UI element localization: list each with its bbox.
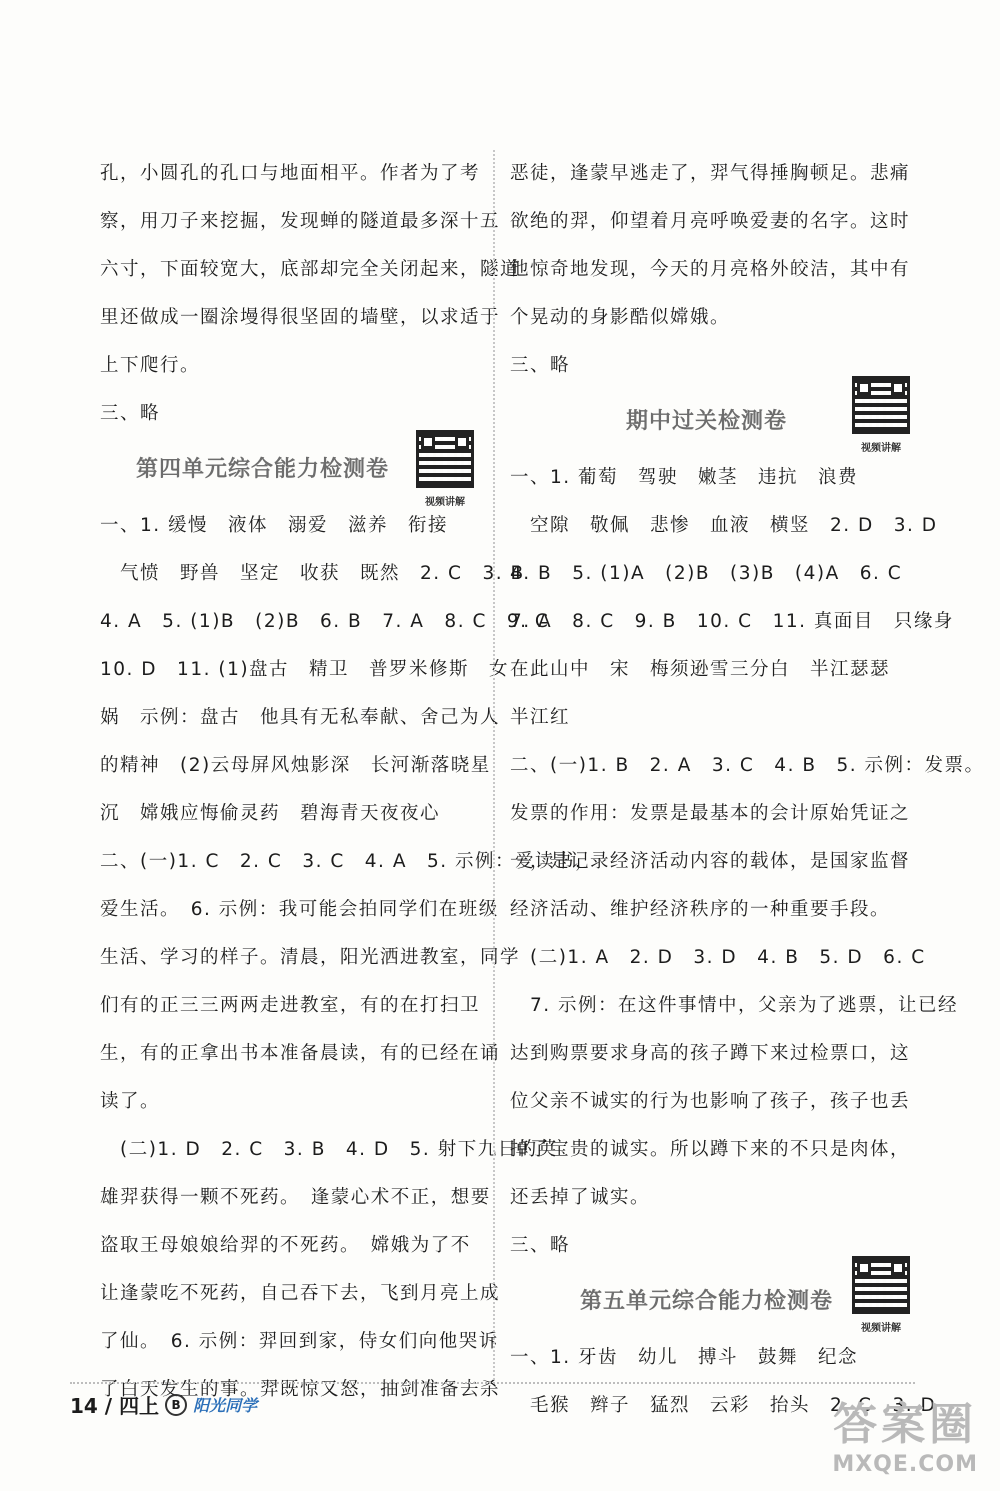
section-title-unit4: 第四单元综合能力检测卷 [136,457,390,482]
answer-line: 气愤 野兽 坚定 收获 既然 2. C 3. B [100,563,525,584]
answer-line: 半江红 [510,707,571,728]
answer-line: 7. 示例：在这件事情中，父亲为了逃票，让已经 [510,995,959,1016]
qr-code-icon[interactable] [852,376,910,434]
answer-line: 经济活动、维护经济秩序的一种重要手段。 [510,899,891,920]
answer-line: 的精神 (2)云母屏风烛影深 长河渐落晓星 [100,755,491,776]
answer-line: 空隙 敬佩 悲惨 血液 横竖 2. D 3. D [510,515,938,536]
answer-line: 里还做成一圈涂墁得很坚固的墙壁，以求适于 [100,307,501,328]
answer-line: 一、1. 牙齿 幼儿 搏斗 鼓舞 纪念 [510,1347,859,1368]
answer-line: 7. A 8. C 9. B 10. C 11. 真面目 只缘身 [510,611,954,632]
answer-line: 在此山中 宋 梅须逊雪三分白 半江瑟瑟 [510,659,891,680]
qr-code-icon[interactable] [416,430,474,488]
answer-line: 位父亲不诚实的行为也影响了孩子，孩子也丢 [510,1091,911,1112]
section-title-midterm: 期中过关检测卷 [626,409,788,434]
answer-line: 掉了宝贵的诚实。所以蹲下来的不只是肉体， [510,1139,911,1160]
answer-line: (二)1. D 2. C 3. B 4. D 5. 射下九日的英 [100,1139,558,1160]
page-footer [70,1390,257,1419]
unit4-heading [100,438,480,508]
answer-line: 六寸，下面较宽大，底部却完全关闭起来，隧道 [100,259,521,280]
brand-logo: 阳光同学 [193,1396,258,1415]
answer-line: 达到购票要求身高的孩子蹲下来过检票口，这 [510,1043,911,1064]
answer-line: 孔，小圆孔的孔口与地面相平。作者为了考 [100,163,481,184]
watermark-logo: 答案圈 [833,1399,978,1450]
answer-line: 4. A 5. (1)B (2)B 6. B 7. A 8. C 9. C [100,611,550,632]
watermark [832,1388,978,1477]
qr-code-icon[interactable] [852,1256,910,1314]
answer-line: 爱生活。 6. 示例：我可能会拍同学们在班级 [100,899,499,920]
left-top-text [100,150,521,438]
answer-line: 欲绝的羿，仰望着月亮呼唤爱妻的名字。这时 [510,211,911,232]
answer-line: 三、略 [510,355,571,376]
watermark-url: MXQE.COM [832,1452,978,1477]
answer-line: 们有的正三三两两走进教室，有的在打扫卫 [100,995,481,1016]
answer-line: 三、略 [510,1235,571,1256]
answer-line: 二、(一)1. B 2. A 3. C 4. B 5. 示例：发票。 [510,755,985,776]
answer-line: 恶徒，逢蒙早逃走了，羿气得捶胸顿足。悲痛 [510,163,911,184]
answer-line: (二)1. A 2. D 3. D 4. B 5. D 6. C [510,947,926,968]
qr-caption: 视频讲解 [425,497,465,508]
footer-rule [70,1382,915,1384]
answer-line: 毛猴 辫子 猛烈 云彩 抬头 2. C 3. D [510,1395,937,1416]
answer-line: 三、略 [100,403,161,424]
answer-line: 了白天发生的事。羿既惊又怒，抽剑准备去杀 [100,1379,501,1400]
qr-caption: 视频讲解 [861,1323,901,1334]
answer-line: 一、1. 缓慢 液体 溺爱 滋养 衔接 [100,515,449,536]
answer-line: 生，有的正拿出书本准备晨读，有的已经在诵 [100,1043,501,1064]
answer-line: 一，是记录经济活动内容的载体，是国家监督 [510,851,911,872]
answer-line: 盗取王母娘娘给羿的不死药。 嫦娥为了不 [100,1235,471,1256]
column-divider [493,150,495,1380]
answer-line: 10. D 11. (1)盘古 精卫 普罗米修斯 女 [100,659,510,680]
answer-line: 上下爬行。 [100,355,201,376]
answer-line: 生活、学习的样子。清晨，阳光洒进教室，同学 [100,947,521,968]
right-top-text [510,150,915,390]
right-middle-text [510,454,985,1270]
answer-line: 了仙。 6. 示例：羿回到家，侍女们向他哭诉 [100,1331,499,1352]
answer-line: 他惊奇地发现，今天的月亮格外皎洁，其中有 [510,259,911,280]
answer-line: 个晃动的身影酷似嫦娥。 [510,307,731,328]
answer-line: 读了。 [100,1091,161,1112]
page-number: 14 / 四上 [70,1394,160,1418]
section-title-unit5: 第五单元综合能力检测卷 [580,1289,834,1314]
answer-line: 察，用刀子来挖掘，发现蝉的隧道最多深十五 [100,211,501,232]
answer-line: 还丢掉了诚实。 [510,1187,651,1208]
answer-line: 娲 示例：盘古 他具有无私奉献、舍己为人 [100,707,501,728]
answer-line: 让逢蒙吃不死药，自己吞下去，飞到月亮上成 [100,1283,501,1304]
midterm-heading [510,390,915,454]
answer-line: 沉 嫦娥应悔偷灵药 碧海青天夜夜心 [100,803,441,824]
answer-line: 一、1. 葡萄 驾驶 嫩茎 违抗 浪费 [510,467,859,488]
qr-caption: 视频讲解 [861,443,901,454]
answer-line: 发票的作用：发票是最基本的会计原始凭证之 [510,803,911,824]
answer-line: 二、(一)1. C 2. C 3. C 4. A 5. 示例：爱读书， [100,851,596,872]
answer-line: 雄羿获得一颗不死药。 逢蒙心术不正，想要 [100,1187,491,1208]
answer-line: 4. B 5. (1)A (2)B (3)B (4)A 6. C [510,563,903,584]
unit5-heading [510,1270,915,1334]
edition-badge-icon: B [165,1394,187,1416]
